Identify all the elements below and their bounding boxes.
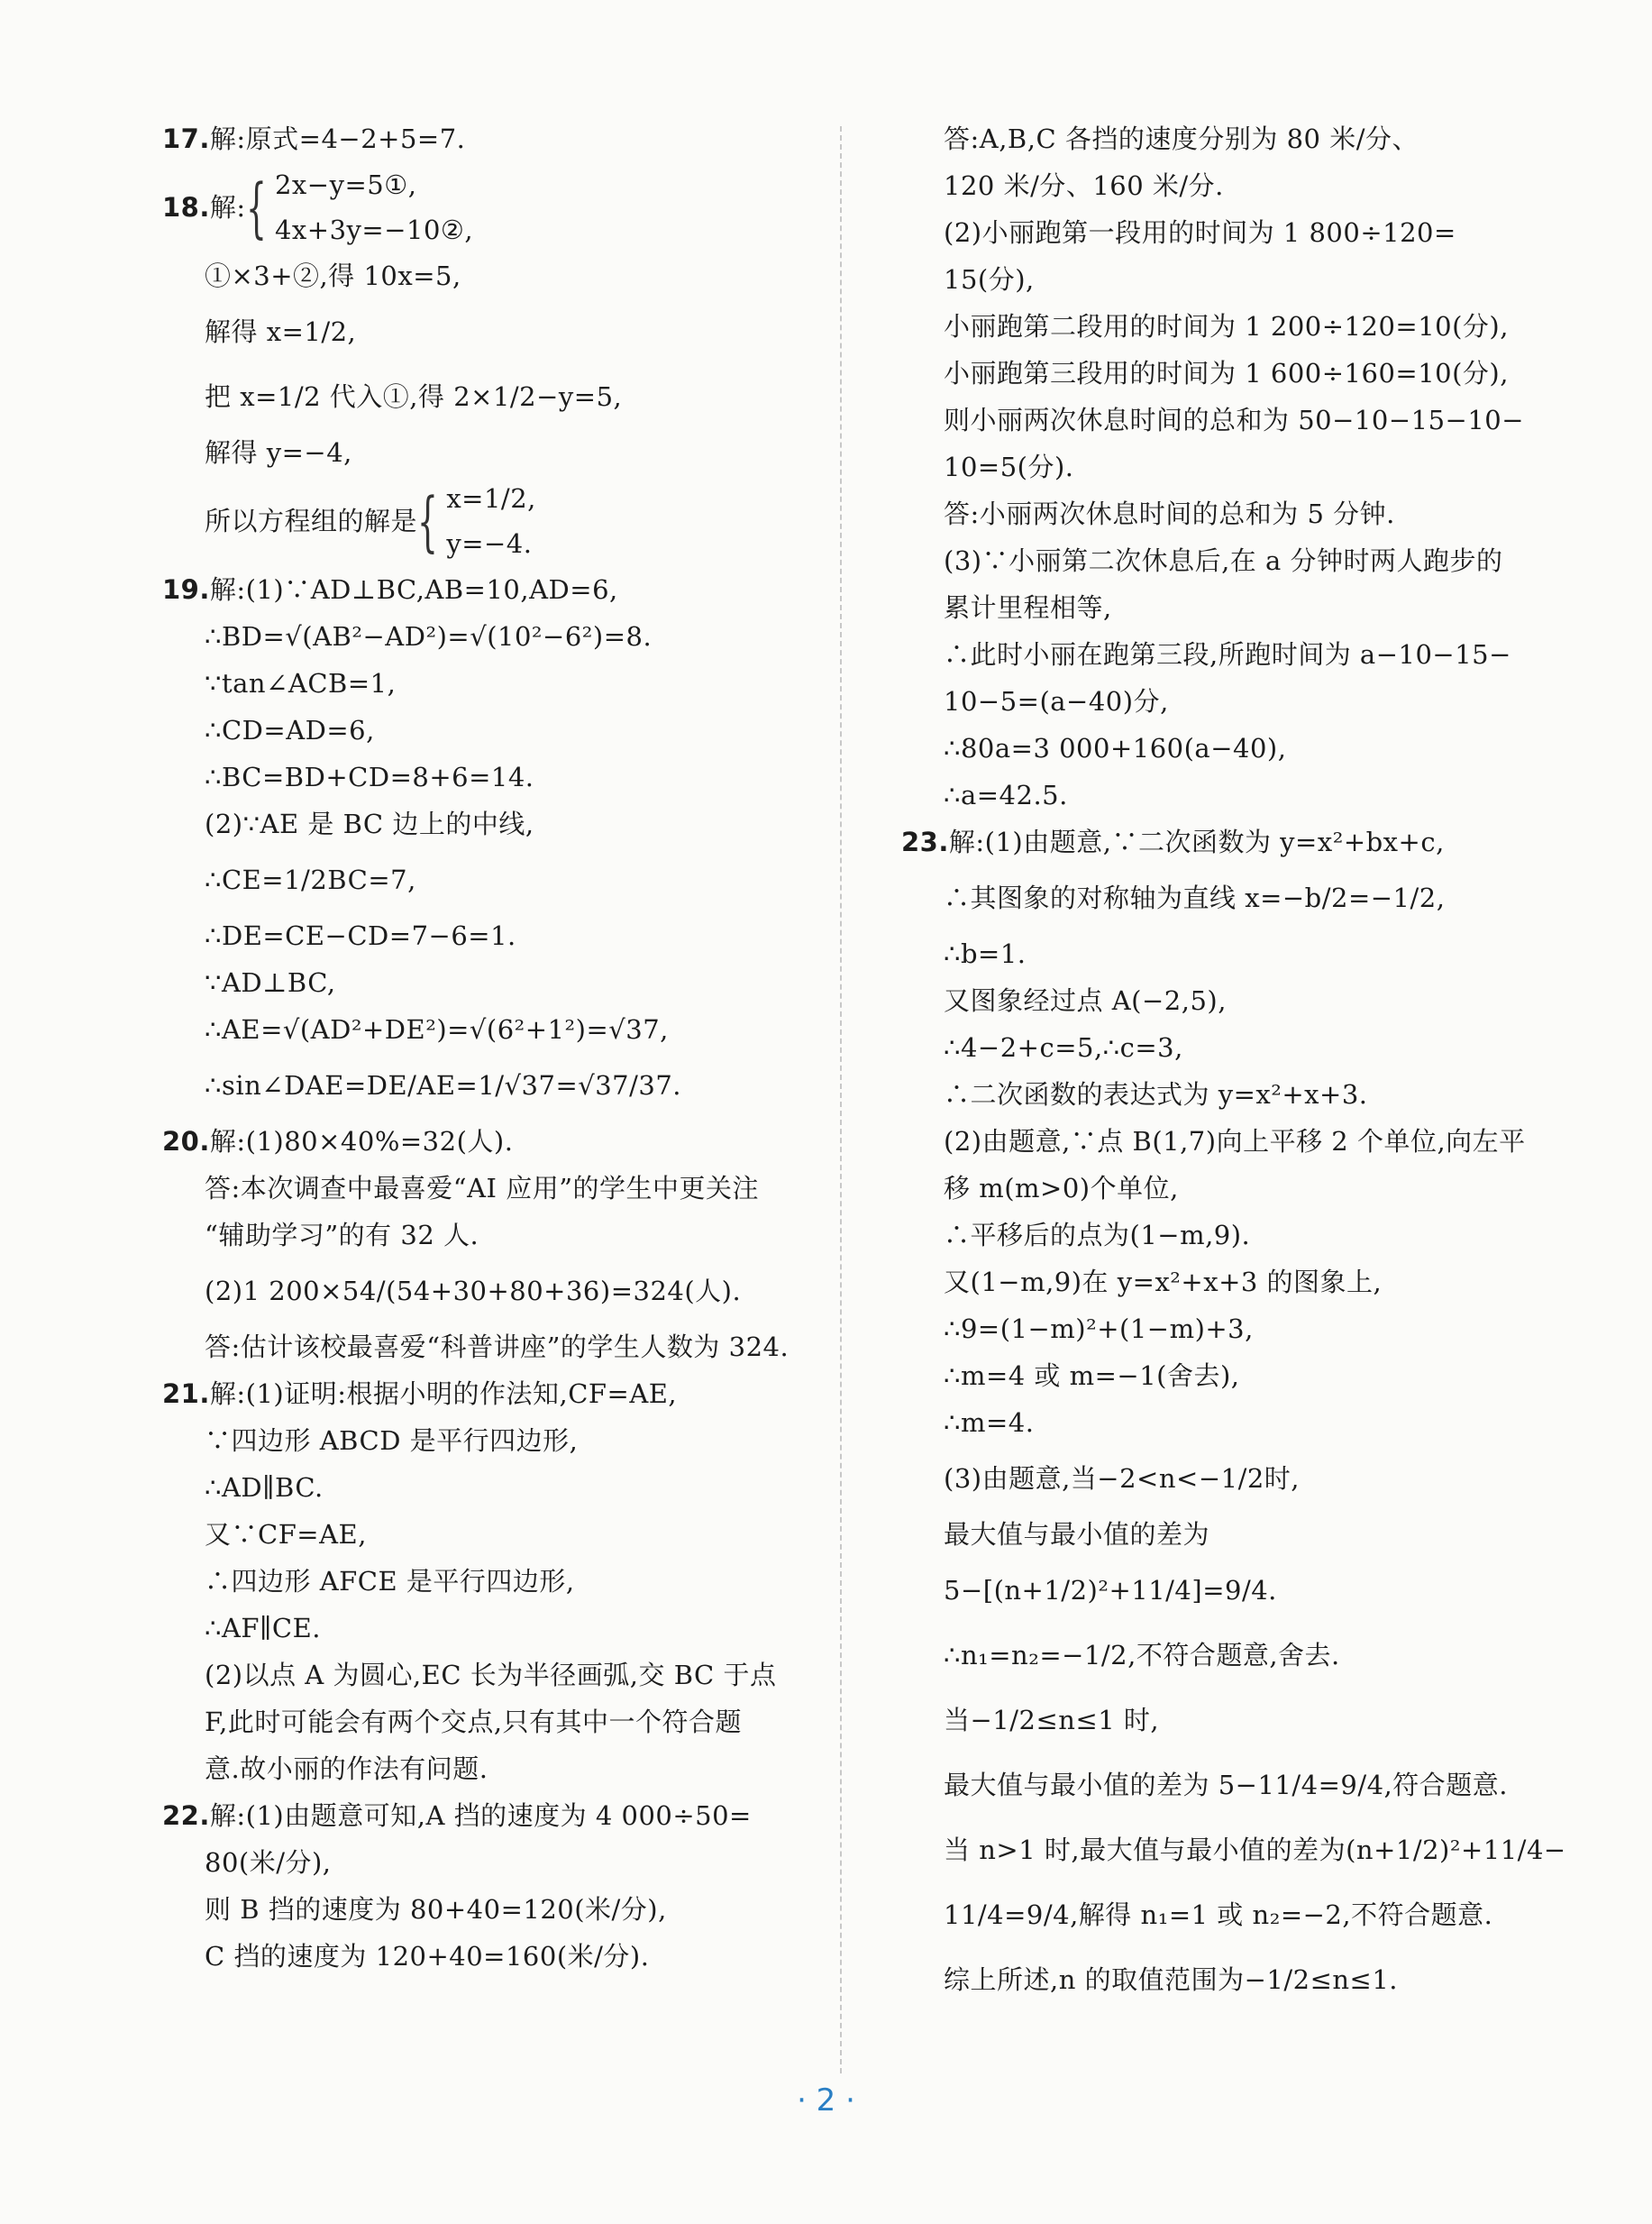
- solution-text: 当−1/2≤n≤1 时,: [944, 1705, 1160, 1735]
- right-line: [901, 1511, 1523, 1558]
- solution-text: 120 米/分、160 米/分.: [944, 170, 1224, 201]
- left-line: [162, 1652, 816, 1698]
- column-divider: [840, 126, 842, 2073]
- left-line: [162, 162, 816, 252]
- left-line: [162, 1464, 816, 1511]
- left-line: [162, 115, 816, 162]
- solution-text: ∴4−2+c=5,∴c=3,: [944, 1032, 1183, 1063]
- solution-text: 解:原式=4−2+5=7.: [209, 124, 466, 154]
- right-line: [901, 1882, 1523, 1947]
- left-line: [162, 1006, 816, 1053]
- left-line: [162, 1323, 816, 1370]
- solution-text: (2)由题意,∵点 B(1,7)向上平移 2 个单位,向左平: [944, 1126, 1526, 1157]
- left-line: [162, 1933, 816, 1980]
- left-line: [162, 912, 816, 959]
- left-line: [162, 754, 816, 801]
- solution-text: 累计里程相等,: [944, 592, 1112, 623]
- left-line: [162, 299, 816, 364]
- right-line: [901, 819, 1523, 865]
- right-line: [901, 1688, 1523, 1753]
- solution-text: ∴9=(1−m)²+(1−m)+3,: [944, 1313, 1254, 1344]
- right-line: [901, 631, 1523, 678]
- solution-text: ∵tan∠ACB=1,: [205, 668, 397, 699]
- left-line: [162, 613, 816, 660]
- solution-text: (3)∵小丽第二次休息后,在 a 分钟时两人跑步的: [944, 545, 1503, 576]
- right-line: [901, 209, 1523, 256]
- right-line: [901, 1446, 1523, 1511]
- solution-text: 解:(1)∵AD⊥BC,AB=10,AD=6,: [209, 574, 618, 605]
- right-line: [901, 1165, 1523, 1212]
- solution-text: 答:本次调查中最喜爱“AI 应用”的学生中更关注: [205, 1173, 760, 1204]
- solution-text: 又(1−m,9)在 y=x²+x+3 的图象上,: [944, 1267, 1383, 1297]
- right-line: [901, 1817, 1566, 1882]
- left-line: [162, 252, 816, 299]
- solution-text: ∴其图象的对称轴为直线 x=−b/2=−1/2,: [944, 883, 1446, 913]
- left-line: [162, 959, 816, 1006]
- solution-text: (3)由题意,当−2<n<−1/2时,: [944, 1463, 1301, 1494]
- right-line: [901, 1071, 1523, 1118]
- solution-text: 移 m(m>0)个单位,: [944, 1173, 1179, 1204]
- left-line: [162, 660, 816, 707]
- solution-text: (2)1 200×54/(54+30+80+36)=324(人).: [205, 1276, 742, 1306]
- right-line: [901, 1623, 1523, 1688]
- solution-text: ∴此时小丽在跑第三段,所跑时间为 a−10−15−: [944, 639, 1511, 670]
- right-line: [901, 678, 1523, 725]
- solution-text: 把 x=1/2 代入①,得 2×1/2−y=5,: [205, 381, 623, 412]
- solution-text: 解:(1)由题意,∵二次函数为 y=x²+bx+c,: [948, 827, 1445, 857]
- right-line: [901, 1305, 1523, 1352]
- right-line: [901, 1212, 1523, 1258]
- equation: y=−4.: [446, 528, 533, 559]
- left-line: [162, 1558, 816, 1605]
- problem-number: 18.: [162, 192, 210, 223]
- solution-text: F,此时可能会有两个交点,只有其中一个符合题: [205, 1707, 743, 1737]
- solution-text: 小丽跑第三段用的时间为 1 600÷160=10(分),: [944, 358, 1509, 389]
- left-line: [162, 1792, 816, 1839]
- left-line: [162, 1886, 816, 1933]
- solution-text: 10=5(分).: [944, 452, 1074, 482]
- solution-text: ∴80a=3 000+160(a−40),: [944, 733, 1287, 764]
- left-line: [162, 1118, 816, 1165]
- solution-text: 10−5=(a−40)分,: [944, 686, 1169, 717]
- solution-text: ∴四边形 AFCE 是平行四边形,: [205, 1566, 575, 1597]
- solution-text: ∴平移后的点为(1−m,9).: [944, 1220, 1251, 1250]
- problem-number: 23.: [901, 827, 949, 857]
- problem-number: 20.: [162, 1126, 210, 1157]
- problem-number: 21.: [162, 1378, 210, 1409]
- solution-text: 小丽跑第二段用的时间为 1 200÷120=10(分),: [944, 311, 1509, 342]
- right-line: [901, 1753, 1523, 1817]
- left-line: [162, 1370, 816, 1417]
- solution-text: ①×3+②,得 10x=5,: [205, 261, 461, 291]
- solution-text: 答:小丽两次休息时间的总和为 5 分钟.: [944, 499, 1395, 529]
- solution-text: 80(米/分),: [205, 1847, 332, 1878]
- solution-text: 解得 x=1/2,: [205, 316, 357, 347]
- solution-text: ∵AD⊥BC,: [205, 967, 336, 998]
- right-line: [901, 537, 1523, 584]
- page-number: · 2 ·: [797, 2082, 855, 2119]
- right-line: [901, 1352, 1523, 1399]
- solution-text: ∴BC=BD+CD=8+6=14.: [205, 762, 534, 792]
- solution-text: 解:(1)80×40%=32(人).: [209, 1126, 514, 1157]
- right-line: [901, 303, 1523, 350]
- left-line: [162, 1165, 816, 1212]
- right-line: [901, 584, 1523, 631]
- right-line: [901, 865, 1523, 930]
- right-line: [901, 1558, 1523, 1623]
- solution-text: ∴sin∠DAE=DE/AE=1/√37=√37/37.: [205, 1070, 682, 1101]
- right-line: [901, 1258, 1523, 1305]
- left-column: [162, 115, 816, 1980]
- left-line: [162, 1212, 816, 1258]
- solution-text: ∴AD∥BC.: [205, 1472, 324, 1503]
- right-line: [901, 444, 1523, 490]
- left-line: [162, 476, 816, 566]
- solution-text: ∴CD=AD=6,: [205, 715, 375, 746]
- solution-text: 又∵CF=AE,: [205, 1519, 367, 1550]
- problem-number: 17.: [162, 124, 210, 154]
- solution-text: 15(分),: [944, 264, 1035, 295]
- solution-text: ∴b=1.: [944, 938, 1027, 969]
- solution-text: 答:估计该校最喜爱“科普讲座”的学生人数为 324.: [205, 1332, 789, 1362]
- left-line: [162, 364, 816, 429]
- solution-text: ∴m=4 或 m=−1(舍去),: [944, 1360, 1240, 1391]
- left-line: [162, 566, 816, 613]
- left-brace-icon: {: [245, 169, 267, 245]
- solution-text: ∴CE=1/2BC=7,: [205, 865, 416, 895]
- solution-text: ∵四边形 ABCD 是平行四边形,: [205, 1425, 579, 1456]
- solution-text: C 挡的速度为 120+40=160(米/分).: [205, 1941, 650, 1972]
- solution-text: 最大值与最小值的差为: [944, 1519, 1210, 1550]
- right-line: [901, 397, 1523, 444]
- solution-text: ∴AF∥CE.: [205, 1613, 321, 1643]
- solution-text: 综上所述,n 的取值范围为−1/2≤n≤1.: [944, 1964, 1399, 1995]
- solution-text: ∴AE=√(AD²+DE²)=√(6²+1²)=√37,: [205, 1014, 669, 1045]
- solution-text: 又图象经过点 A(−2,5),: [944, 985, 1227, 1016]
- left-brace-icon: {: [417, 483, 439, 559]
- solution-text: ∴n₁=n₂=−1/2,不符合题意,舍去.: [944, 1640, 1340, 1670]
- left-line: [162, 1511, 816, 1558]
- right-line: [901, 725, 1523, 772]
- right-line: [901, 350, 1523, 397]
- right-line: [901, 930, 1523, 977]
- solution-text: (2)小丽跑第一段用的时间为 1 800÷120=: [944, 217, 1456, 248]
- right-line: [901, 1024, 1523, 1071]
- right-line: [901, 162, 1523, 209]
- solution-text: ∴BD=√(AB²−AD²)=√(10²−6²)=8.: [205, 621, 653, 652]
- equation-system: [446, 476, 536, 566]
- right-line: [901, 115, 1523, 162]
- solution-text: 则 B 挡的速度为 80+40=120(米/分),: [205, 1894, 667, 1925]
- left-line: [162, 1839, 816, 1886]
- right-column: [901, 115, 1566, 2012]
- solution-text: ∴二次函数的表达式为 y=x²+x+3.: [944, 1079, 1368, 1110]
- problem-number: 22.: [162, 1800, 210, 1831]
- equation-system: [275, 162, 473, 252]
- solution-text: 所以方程组的解是: [205, 506, 418, 536]
- right-line: [901, 1118, 1526, 1165]
- left-line: [162, 1258, 816, 1323]
- solution-text: (2)∵AE 是 BC 边上的中线,: [205, 809, 534, 839]
- solution-text: 解:(1)由题意可知,A 挡的速度为 4 000÷50=: [209, 1800, 752, 1831]
- left-line: [162, 1605, 816, 1652]
- left-line: [162, 1417, 816, 1464]
- solution-text: 答:A,B,C 各挡的速度分别为 80 米/分、: [944, 124, 1419, 154]
- right-line: [901, 1947, 1523, 2012]
- equation: x=1/2,: [446, 483, 536, 514]
- left-line: [162, 1698, 816, 1745]
- left-line: [162, 1053, 816, 1118]
- equation: 4x+3y=−10②,: [274, 215, 474, 245]
- solution-text: 当 n>1 时,最大值与最小值的差为(n+1/2)²+11/4−: [944, 1835, 1566, 1865]
- solution-text: ∴a=42.5.: [944, 780, 1068, 810]
- solution-text: (2)以点 A 为圆心,EC 长为半径画弧,交 BC 于点: [205, 1660, 777, 1690]
- solution-text: 意.故小丽的作法有问题.: [205, 1753, 488, 1784]
- solution-text: 解:: [209, 192, 246, 223]
- solution-text: 解:(1)证明:根据小明的作法知,CF=AE,: [209, 1378, 678, 1409]
- solution-text: 11/4=9/4,解得 n₁=1 或 n₂=−2,不符合题意.: [944, 1899, 1493, 1930]
- solution-text: 5−[(n+1/2)²+11/4]=9/4.: [944, 1575, 1277, 1606]
- solution-text: 解得 y=−4,: [205, 437, 352, 468]
- solution-text: 最大值与最小值的差为 5−11/4=9/4,符合题意.: [944, 1770, 1508, 1800]
- problem-number: 19.: [162, 574, 210, 605]
- right-line: [901, 1399, 1523, 1446]
- left-line: [162, 847, 816, 912]
- left-line: [162, 429, 816, 476]
- right-line: [901, 772, 1523, 819]
- solution-text: ∴m=4.: [944, 1407, 1035, 1438]
- solution-text: 则小丽两次休息时间的总和为 50−10−15−10−: [944, 405, 1525, 435]
- left-line: [162, 707, 816, 754]
- right-line: [901, 490, 1523, 537]
- solution-text: ∴DE=CE−CD=7−6=1.: [205, 920, 516, 951]
- right-line: [901, 256, 1523, 303]
- solution-text: “辅助学习”的有 32 人.: [205, 1220, 479, 1250]
- left-line: [162, 801, 816, 847]
- left-line: [162, 1745, 816, 1792]
- right-line: [901, 977, 1523, 1024]
- equation: 2x−y=5①,: [274, 169, 417, 200]
